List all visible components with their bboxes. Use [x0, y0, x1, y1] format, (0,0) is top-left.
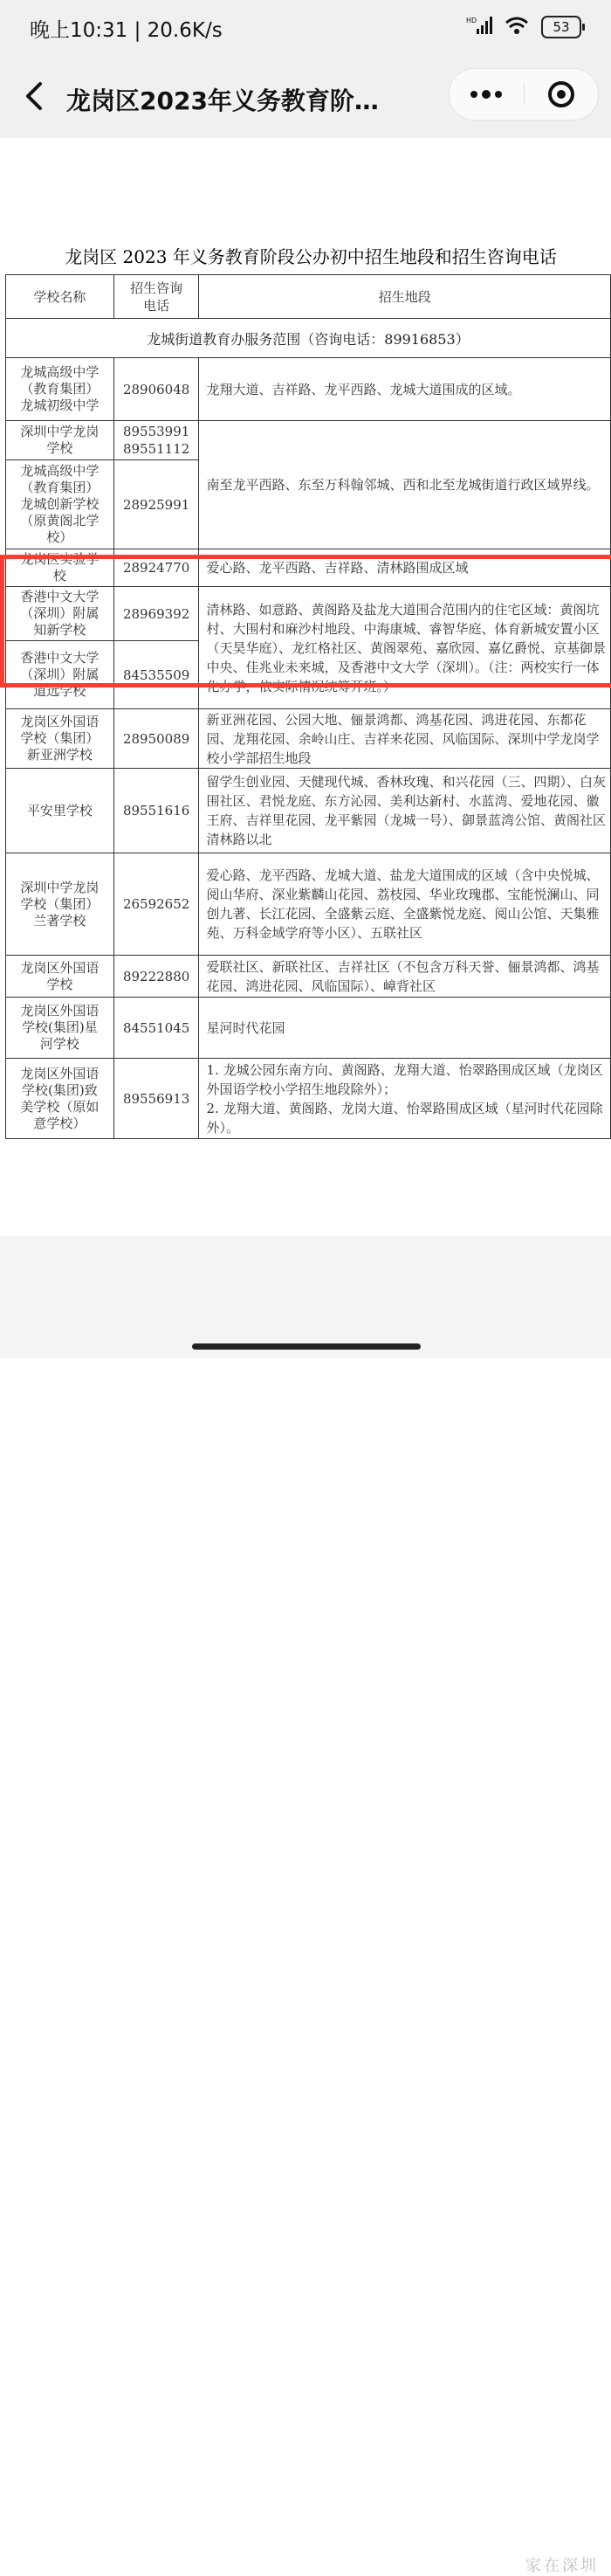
- table-row: [6, 956, 611, 998]
- close-miniprogram-button[interactable]: [525, 69, 598, 120]
- school-phone: 89222880: [113, 956, 199, 998]
- watermark: 家在深圳: [525, 2557, 599, 2575]
- home-indicator[interactable]: [192, 1343, 421, 1350]
- signal-icon: [466, 16, 492, 38]
- status-bar: [0, 0, 611, 56]
- target-circle-icon: [525, 69, 598, 120]
- header-phone: 招生咨询 电话: [113, 275, 199, 319]
- back-button[interactable]: [19, 72, 51, 121]
- enrollment-table: [5, 274, 611, 1139]
- school-name: 龙城高级中学 （教育集团） 龙城初级中学: [6, 358, 114, 421]
- enrollment-area: 星河时代花园: [199, 998, 611, 1059]
- wifi-icon: [505, 16, 529, 38]
- miniprogram-capsule: [449, 68, 599, 121]
- battery-icon: 53: [541, 16, 581, 38]
- section-title: 龙城街道教育办服务范围（咨询电话：89916853）: [6, 319, 611, 358]
- school-name: 龙岗区外国语 学校（集团） 新亚洲学校: [6, 709, 114, 769]
- document-title: 龙岗区 2023 年义务教育阶段公办初中招生地段和招生咨询电话: [65, 246, 557, 267]
- school-phone: 84535509: [113, 641, 199, 709]
- school-name: 龙岗区外国语 学校(集团)致 美学校（原如 意学校）: [6, 1059, 114, 1139]
- table-header-row: [6, 275, 611, 319]
- school-name: 龙岗区外国语 学校(集团)星 河学校: [6, 998, 114, 1059]
- school-name: 平安里学校: [6, 769, 114, 853]
- school-phone: 28925991: [113, 460, 199, 549]
- enrollment-area: 留学生创业园、天健现代城、香林玫瑰、和兴花园（三、四期）、白灰围社区、君悦龙庭、东方沁园、美利达新村、水蓝湾、爱地花园、徽王府、吉祥里花园、龙平紫园（龙城一号）、御景蓝湾公馆、黄阁社区清林路以北: [199, 769, 611, 853]
- enrollment-area: 爱心路、龙平西路、龙城大道、盐龙大道围成的区域（含中央悦城、阅山华府、深业紫麟山花园、荔枝园、华业玫瑰郡、宝能悦澜山、同创九著、长江花园、全盛紫云庭、全盛紫悦龙庭、阅山公馆、天集雅苑、万科金域学府等小区）、五联社区: [199, 853, 611, 956]
- table-row: [6, 769, 611, 853]
- school-name: 深圳中学龙岗 学校（集团） 兰著学校: [6, 853, 114, 956]
- document-image: [0, 138, 611, 1236]
- school-name: 龙岗区实验学 校: [6, 549, 114, 587]
- school-phone: 28969392: [113, 587, 199, 641]
- school-phone: 28950089: [113, 709, 199, 769]
- school-phone: 28906048: [113, 358, 199, 421]
- school-phone: 89556913: [113, 1059, 199, 1139]
- bottom-area: [0, 1236, 611, 2575]
- table-row: [6, 998, 611, 1059]
- header-school: 学校名称: [6, 275, 114, 319]
- table-row: [6, 709, 611, 769]
- status-time: 晚上10:31 | 20.6K/s: [30, 19, 223, 42]
- page-title: 龙岗区2023年义务教育阶…: [66, 86, 379, 115]
- enrollment-area: 龙翔大道、吉祥路、龙平西路、龙城大道围成的区域。: [199, 358, 611, 421]
- table-row: [6, 587, 611, 641]
- svg-text:HD: HD: [466, 17, 477, 24]
- more-button[interactable]: [450, 69, 523, 120]
- chevron-left-icon: [19, 72, 51, 121]
- school-phone: 89553991 89551112: [113, 421, 199, 460]
- table-row: [6, 421, 611, 460]
- school-name: 深圳中学龙岗 学校: [6, 421, 114, 460]
- school-phone: 26592652: [113, 853, 199, 956]
- table-row: [6, 358, 611, 421]
- table-row: [6, 549, 611, 587]
- school-name: 龙城高级中学 （教育集团） 龙城创新学校 （原黄阁北学 校）: [6, 460, 114, 549]
- school-phone: 28924770: [113, 549, 199, 587]
- nav-bar: [0, 56, 611, 138]
- school-name: 香港中文大学 （深圳）附属 道远学校: [6, 641, 114, 709]
- enrollment-area: 新亚洲花园、公园大地、俪景鸿都、鸿基花园、鸿进花园、东都花园、龙翔花园、余岭山庄、吉祥来花园、风临国际、深圳中学龙岗学校小学部招生地段: [199, 709, 611, 769]
- more-dots-icon: [450, 69, 523, 120]
- enrollment-area: 清林路、如意路、黄阁路及盐龙大道围合范围内的住宅区域：黄阁坑村、大围村和麻沙村地段、中海康城、睿智华庭、体育新城安置小区（天昊华庭）、龙红格社区、黄阁翠苑、嘉欣园、嘉亿爵悦、京基御景中央、佳兆业未来城，及香港中文大学（深圳）。（注：两校实行一体化办学，依实际情况统筹开班。）: [199, 587, 611, 709]
- table-row: [6, 853, 611, 956]
- enrollment-area: 爱心路、龙平西路、吉祥路、清林路围成区域: [199, 549, 611, 587]
- school-name: 龙岗区外国语 学校: [6, 956, 114, 998]
- enrollment-area: 1. 龙城公园东南方向、黄阁路、龙翔大道、怡翠路围成区域（龙岗区外国语学校小学招生地段除外）； 2. 龙翔大道、黄阁路、龙岗大道、怡翠路围成区域（星河时代花园除外）。: [199, 1059, 611, 1139]
- header-area: 招生地段: [199, 275, 611, 319]
- status-icons: [466, 16, 581, 38]
- school-phone: 89551616: [113, 769, 199, 853]
- section-row: [6, 319, 611, 358]
- enrollment-area: 南至龙平西路、东至万科翰邻城、西和北至龙城街道行政区域界线。: [199, 421, 611, 549]
- table-row: [6, 1059, 611, 1139]
- enrollment-area: 爱联社区、新联社区、吉祥社区（不包含万科天誉、俪景鸿都、鸿基花园、鸿进花园、风临国际）、嶂背社区: [199, 956, 611, 998]
- school-name: 香港中文大学 （深圳）附属 知新学校: [6, 587, 114, 641]
- school-phone: 84551045: [113, 998, 199, 1059]
